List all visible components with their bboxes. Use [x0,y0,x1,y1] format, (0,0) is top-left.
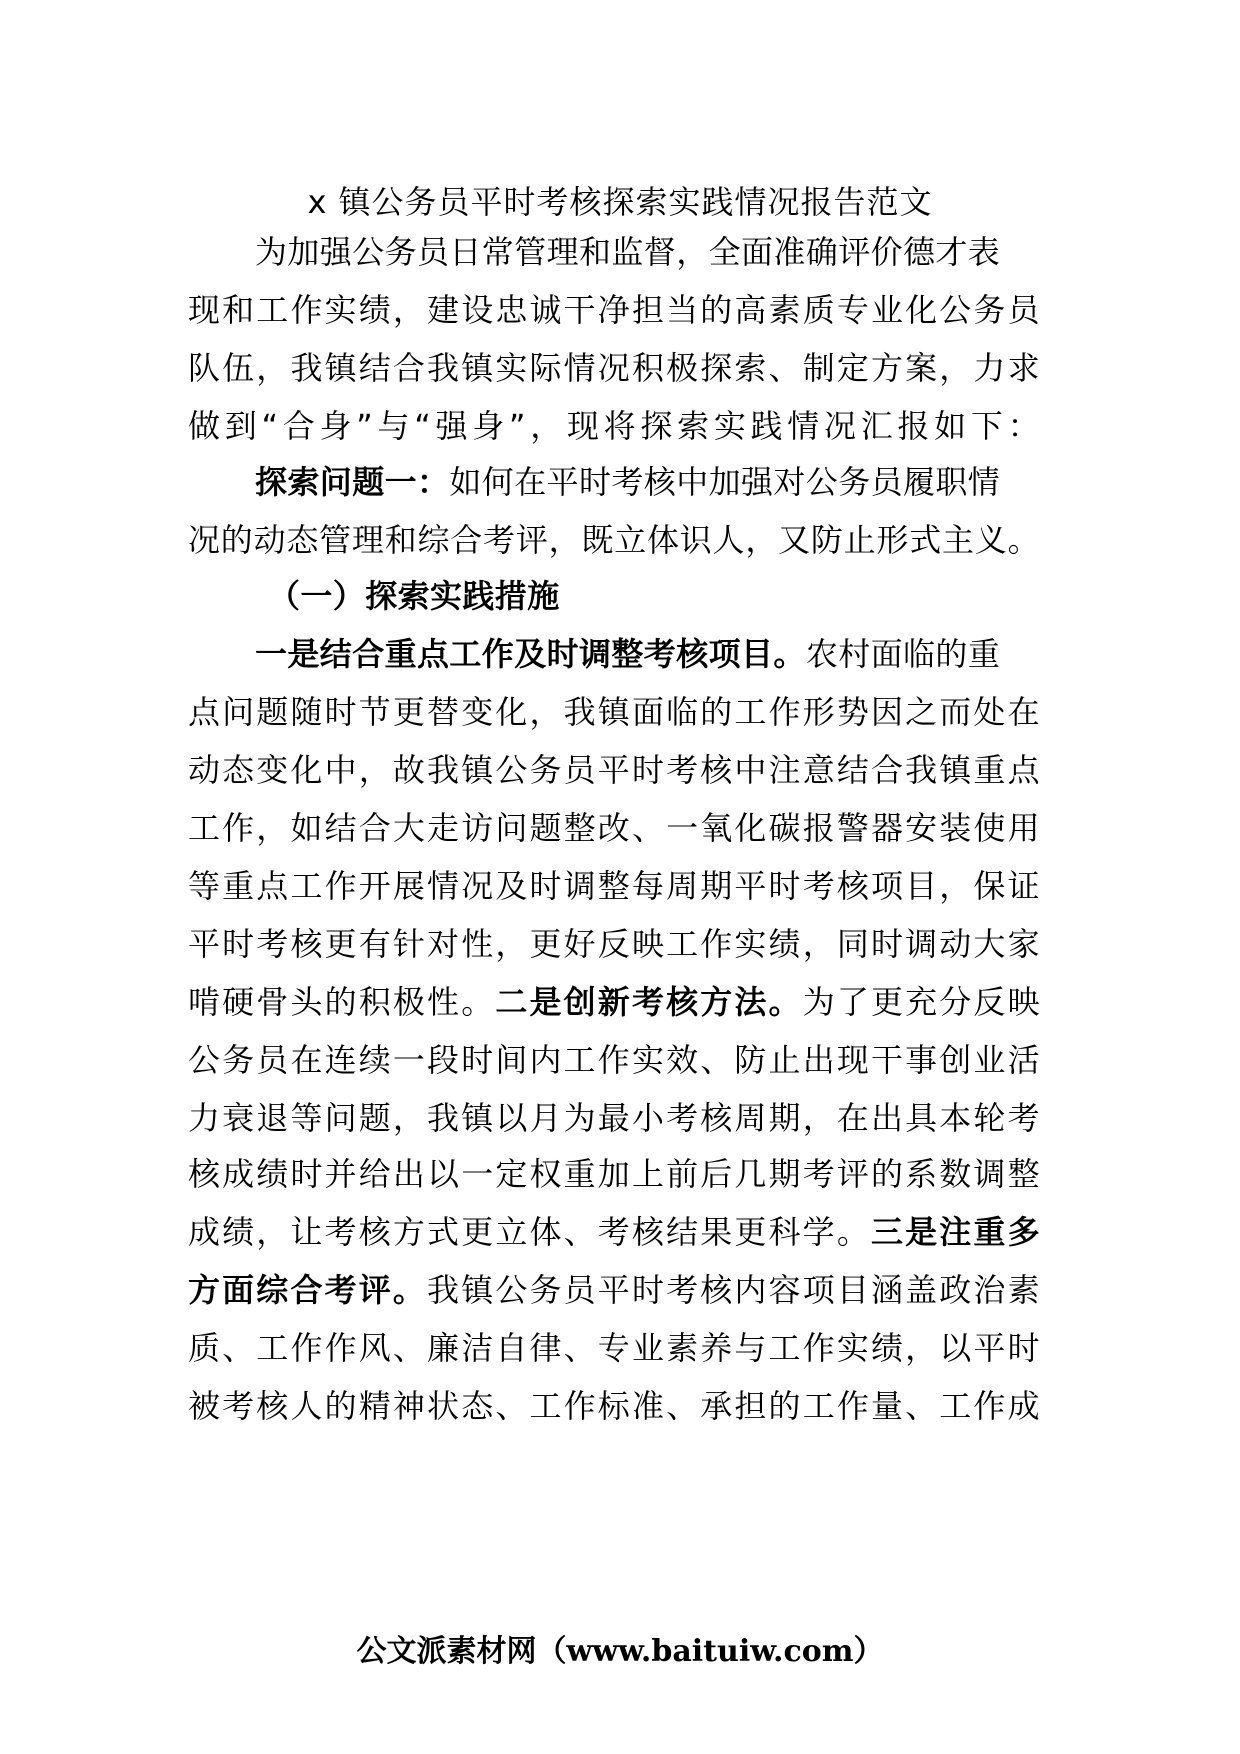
body-line [268,574,1120,618]
body-line [188,748,1040,792]
body-line [188,980,1040,1024]
text-run: 况的动态管理和综合考评，既立体识人，又防止形式主义。 [188,521,1040,559]
body-line [188,864,1040,908]
body-line [188,346,1040,390]
body-line [188,1210,1040,1254]
body-line [188,922,1040,966]
body-line [188,806,1040,850]
body-line [255,230,1107,274]
body-line [188,1038,1040,1082]
text-run: 为了更充分反映 [802,983,1040,1021]
text-run: 成绩，让考核方式更立体、考核结果更科学。 [188,1213,871,1251]
text-run: 等重点工作开展情况及时调整每周期平时考核项目，保证 [188,867,1040,905]
document-title: x 镇公务员平时考核探索实践情况报告范文 [307,183,933,221]
text-run: 平时考核更有针对性，更好反映工作实绩，同时调动大家 [188,925,1040,963]
text-run: 现和工作实绩，建设忠诚干净担当的高素质专业化公务员 [188,291,1040,329]
text-run: 公务员在连续一段时间内工作实效、防止出现干事创业活 [188,1041,1040,1079]
footer-watermark: 公文派素材网（www.baituiw.com） [356,1634,884,1669]
text-run: 做到“合身”与“强身”，现将探索实践情况汇报如下： [188,407,1040,445]
body-line [188,1268,1040,1312]
text-run: 啃硬骨头的积极性。 [188,983,496,1021]
body-line [188,404,1040,448]
text-run: 为加强公务员日常管理和监督，全面准确评价德才表 [255,233,1001,271]
text-run: 力衰退等问题，我镇以月为最小考核周期，在出具本轮考 [188,1099,1040,1137]
body-line [188,288,1040,332]
text-run: 工作，如结合大走访问题整改、一氧化碳报警器安装使用 [188,809,1040,847]
bold-text-run: （一）探索实践措施 [268,577,560,615]
body-line [188,1152,1040,1196]
text-run: 队伍，我镇结合我镇实际情况积极探索、制定方案，力求 [188,349,1040,387]
text-run: 如何在平时考核中加强对公务员履职情 [449,463,1001,501]
text-run: 点问题随时节更替变化，我镇面临的工作形势因之而处在 [188,693,1040,731]
text-run: 质、工作作风、廉洁自律、专业素养与工作实绩，以平时 [188,1329,1040,1367]
text-run: 核成绩时并给出以一定权重加上前后几期考评的系数调整 [188,1155,1040,1193]
body-line [188,1384,1040,1428]
bold-text-run: 二是创新考核方法。 [495,983,803,1021]
bold-text-run: 一是结合重点工作及时调整考核项目。 [255,635,806,673]
body-line [188,690,1040,734]
text-run: 我镇公务员平时考核内容项目涵盖政治素 [427,1271,1040,1309]
bold-text-run: 探索问题一： [255,463,450,501]
text-run: 动态变化中，故我镇公务员平时考核中注意结合我镇重点 [188,751,1040,789]
body-line [255,632,1107,676]
body-line [255,460,1107,504]
body-line [188,1326,1040,1370]
bold-text-run: 方面综合考评。 [188,1271,428,1309]
body-line [188,1096,1040,1140]
body-line [188,518,1040,562]
bold-text-run: 三是注重多 [870,1213,1040,1251]
text-run: 被考核人的精神状态、工作标准、承担的工作量、工作成 [188,1387,1040,1425]
text-run: 农村面临的重 [805,635,1001,673]
